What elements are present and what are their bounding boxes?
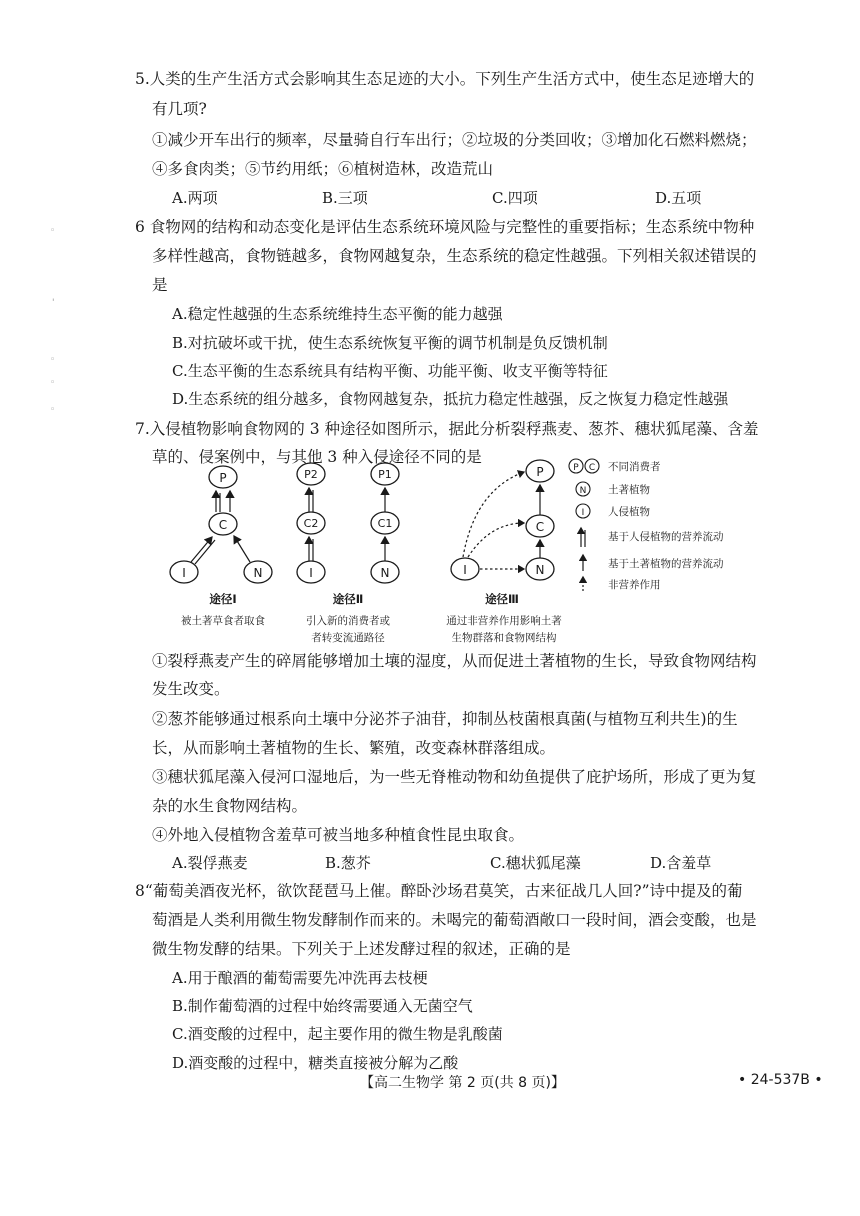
pathway-desc: 被土著草食者取食 (181, 615, 265, 627)
q8-option-a: A.用于酿酒的葡萄需要先冲洗再去枝梗 (172, 969, 428, 987)
node-label: C (218, 518, 228, 532)
pathway-desc: 通过非营养作用影响土著 (446, 615, 562, 627)
q5-item-line: ④多食肉类；⑤节约用纸；⑥植树造林，改造荒山 (152, 160, 494, 178)
q5-stem-line: 5.人类的生产生活方式会影响其生态足迹的大小。下列生产生活方式中，使生态足迹增大的 (135, 70, 755, 88)
q7-stem-line: 7.入侵植物影响食物网的 3 种途径如图所示，据此分析裂稃燕麦、葱芥、穗状狐尾藻、含羞 (135, 420, 759, 438)
node-label: N (380, 566, 390, 580)
q6-stem-line: 多样性越高，食物链越多，食物网越复杂，生态系统的稳定性越强。下列相关叙述错误的 (152, 247, 757, 265)
page-footer: 【高二生物学 第 2 页(共 8 页)】 (360, 1075, 565, 1091)
q7-item-line: ②葱芥能够通过根系向土壤中分泌芥子油苷，抑制丛枝菌根真菌(与植物互利共生)的生 (152, 710, 738, 728)
q5-option-a: A.两项 (172, 189, 218, 207)
legend-label: 土著植物 (608, 484, 650, 496)
pathway-desc: 引入新的消费者或 (306, 615, 390, 627)
q8-stem-line: 微生物发酵的结果。下列关于上述发酵过程的叙述，正确的是 (152, 940, 571, 958)
node-label: P2 (304, 468, 318, 481)
svg-text:P: P (573, 463, 579, 473)
pathway-title: 途径Ⅲ (485, 592, 519, 606)
node-label: I (309, 566, 313, 580)
margin-mark: ' (52, 298, 55, 308)
pathway-desc: 者转变流通路径 (311, 632, 385, 644)
q5-option-b: B.三项 (322, 189, 368, 207)
q7-option-a: A.裂俘燕麦 (172, 854, 248, 872)
legend-label: 不同消费者 (608, 461, 661, 473)
node-label: P (536, 465, 544, 479)
q8-stem-line: 8“葡萄美酒夜光杯，欲饮琵琶马上催。醉卧沙场君莫笑，古来征战几人回?”诗中提及的葡 (135, 882, 743, 900)
margin-mark: ◦ (50, 355, 56, 365)
q8-option-c: C.酒变酸的过程中，起主要作用的微生物是乳酸菌 (172, 1025, 503, 1043)
node-label: I (463, 563, 467, 577)
margin-mark: ◦ (50, 405, 56, 415)
node-label: P1 (378, 468, 392, 481)
node-label: C1 (377, 517, 393, 530)
q6-option-b: B.对抗破坏或干扰，使生态系统恢复平衡的调节机制是负反馈机制 (172, 334, 608, 352)
q7-option-c: C.穗状狐尾藻 (490, 854, 581, 872)
pathway-title: 途径Ⅱ (332, 592, 364, 606)
q7-item-line: 长，从而影响土著植物的生长、繁殖，改变森林群落组成。 (152, 739, 556, 757)
q6-stem-line: 6 食物网的结构和动态变化是评估生态系统环境风险与完整性的重要指标；生态系统中物种 (135, 218, 755, 236)
q7-item-line: ③穗状狐尾藻入侵河口湿地后，为一些无脊椎动物和幼鱼提供了庇护场所，形成了更为复 (152, 768, 757, 786)
paper-code: • 24-537B • (738, 1072, 823, 1088)
legend-label: 非营养作用 (608, 579, 661, 591)
q5-option-c: C.四项 (492, 189, 538, 207)
q7-item-line: 杂的水生食物网结构。 (152, 797, 308, 815)
q7-item-line: ①裂稃燕麦产生的碎屑能够增加土壤的湿度，从而促进土著植物的生长，导致食物网结构 (152, 652, 757, 670)
legend-label: 基于土著植物的营养流动 (608, 558, 724, 570)
node-label: N (535, 563, 545, 577)
q7-option-b: B.葱芥 (325, 854, 371, 872)
svg-text:C: C (588, 463, 596, 473)
diagram-legend (569, 459, 724, 591)
margin-mark: ◦ (50, 378, 56, 388)
q7-stem-line: 草的、侵案例中，与其他 3 种入侵途径不同的是 (152, 448, 482, 466)
node-label: N (253, 566, 263, 580)
margin-mark: ◦ (50, 226, 56, 236)
q6-option-c: C.生态平衡的生态系统具有结构平衡、功能平衡、收支平衡等特征 (172, 362, 608, 380)
legend-label: 基于人侵植物的营养流动 (608, 531, 724, 543)
node-label: C2 (303, 517, 319, 530)
q5-option-d: D.五项 (655, 189, 702, 207)
pathway-1 (170, 466, 272, 627)
svg-text:I: I (581, 508, 585, 518)
q7-option-d: D.含羞草 (650, 854, 712, 872)
pathway-2 (297, 463, 399, 644)
node-label: P (219, 471, 227, 485)
node-label: I (182, 566, 186, 580)
q8-option-b: B.制作葡萄酒的过程中始终需要通入无菌空气 (172, 997, 473, 1015)
q7-item-line: ④外地入侵植物含羞草可被当地多种植食性昆虫取食。 (152, 826, 525, 844)
q6-stem-line: 是 (152, 276, 168, 294)
svg-text:N: N (579, 486, 587, 496)
q6-option-a: A.稳定性越强的生态系统维持生态平衡的能力越强 (172, 305, 503, 323)
q8-stem-line: 萄酒是人类利用微生物发酵制作而来的。未喝完的葡萄酒敞口一段时间，酒会变酸，也是 (152, 911, 757, 929)
q5-item-line: ①减少开车出行的频率，尽量骑自行车出行；②垃圾的分类回收；③增加化石燃料燃烧； (152, 131, 757, 149)
legend-label: 人侵植物 (608, 506, 650, 518)
invasion-pathways-diagram (160, 455, 820, 645)
pathway-desc: 生物群落和食物网结构 (451, 632, 557, 644)
q6-option-d: D.生态系统的组分越多，食物网越复杂，抵抗力稳定性越强，反之恢复力稳定性越强 (172, 390, 729, 408)
pathway-3 (446, 460, 562, 644)
node-label: C (535, 520, 545, 534)
q8-option-d: D.酒变酸的过程中，糖类直接被分解为乙酸 (172, 1054, 459, 1072)
pathway-title: 途径Ⅰ (209, 592, 237, 606)
q5-stem-line: 有几项? (152, 100, 207, 118)
q7-item-line: 发生改变。 (152, 680, 230, 698)
